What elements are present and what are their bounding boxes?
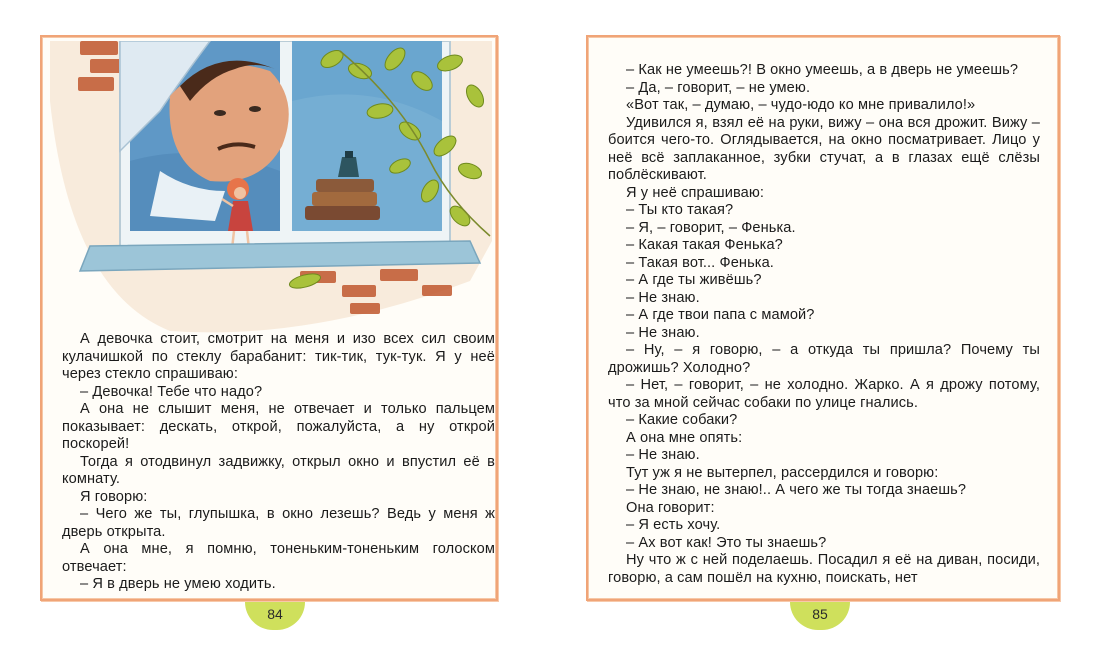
paragraph: – Не знаю, не знаю!.. А чего же ты тогда знаешь? <box>626 482 967 498</box>
paragraph: Я у неё спрашиваю: <box>626 184 765 201</box>
right-page-text <box>608 62 1040 587</box>
paragraph: – А где твои папа с мамой? <box>626 307 815 323</box>
left-page-text <box>62 331 495 594</box>
paragraph: – Такая вот... Фенька. <box>626 254 774 271</box>
paragraph: – Нет, – говорит, – не холодно. Жарко. А я дрожу потому, что за мной сейчас собаки по улице гнались. <box>608 377 1040 411</box>
paragraph: А она мне опять: <box>626 429 743 446</box>
paragraph: – Я, – говорит, – Фенька. <box>626 219 796 236</box>
paragraph: Ну что ж с ней поделаешь. Посадил я её на диван, посиди, говорю, а сам пошёл на кухню, поискать, нет <box>608 552 1040 586</box>
paragraph: Удивился я, взял её на руки, вижу – она вся дрожит. Вижу – боится чего-то. Оглядывается, на окно посматривает. Лицо у неё всё заплаканное, зубки стучат, а в глазах ещё слёзы поблёскивают. <box>608 114 1040 183</box>
paragraph: – А где ты живёшь? <box>626 272 762 288</box>
paragraph: – Как не умеешь?! В окно умеешь, а в дверь не умеешь? <box>626 62 1019 78</box>
page-number-right: 85 <box>790 602 850 630</box>
paragraph: – Чего же ты, глупышка, в окно лезешь? Ведь у меня ж дверь открыта. <box>62 506 495 540</box>
paragraph: «Вот так, – думаю, – чудо-юдо ко мне привалило!» <box>626 97 976 113</box>
paragraph: – Не знаю. <box>626 324 700 341</box>
paragraph: А она не слышит меня, не отвечает и только пальцем показывает: дескать, открой, пожалуйста, а ну открой поскорей! <box>62 401 495 452</box>
paragraph: – Девочка! Тебе что надо? <box>80 383 263 400</box>
paragraph: Тут уж я не вытерпел, рассердился и говорю: <box>626 464 939 481</box>
left-page <box>40 35 498 601</box>
paragraph: – Какая такая Фенька? <box>626 237 783 253</box>
paragraph: Тогда я отодвинул задвижку, открыл окно и впустил её в комнату. <box>62 453 495 487</box>
paragraph: – Да, – говорит, – не умею. <box>626 79 811 96</box>
paragraph: А девочка стоит, смотрит на меня и изо всех сил своим кулачишкой по стеклу барабанит: тик-тик, тук-тук. Я у неё через стекло спрашиваю: <box>62 331 495 382</box>
paragraph: – Какие собаки? <box>626 412 738 428</box>
paragraph: Она говорит: <box>626 499 715 516</box>
page-number-left: 84 <box>245 602 305 630</box>
paragraph: – Ах вот как! Это ты знаешь? <box>626 534 827 551</box>
paragraph: – Ну, – я говорю, – а откуда ты пришла? Почему ты дрожишь? Холодно? <box>608 342 1040 376</box>
paragraph: – Не знаю. <box>626 447 700 463</box>
right-page <box>586 35 1060 601</box>
paragraph: – Я в дверь не умею ходить. <box>80 576 276 592</box>
paragraph: – Я есть хочу. <box>626 517 721 533</box>
paragraph: А она мне, я помню, тоненьким-тоненьким голоском отвечает: <box>62 541 495 575</box>
paragraph: – Ты кто такая? <box>626 202 734 218</box>
paragraph: Я говорю: <box>80 488 148 505</box>
window-illustration <box>50 41 492 341</box>
paragraph: – Не знаю. <box>626 289 700 306</box>
